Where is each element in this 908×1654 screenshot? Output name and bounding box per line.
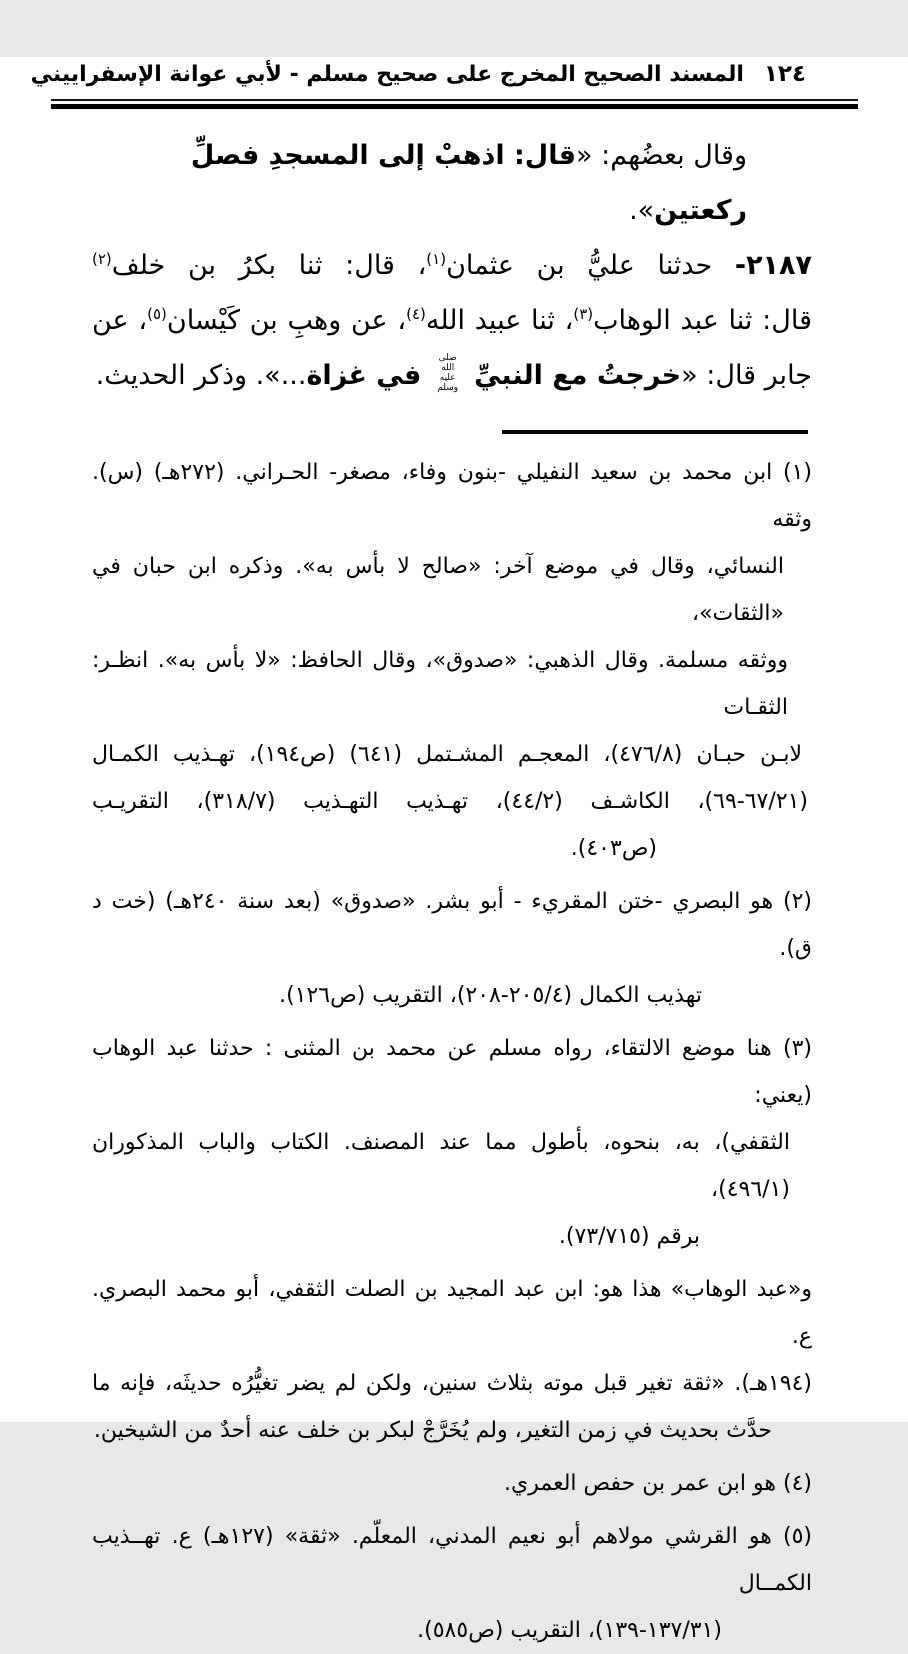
matn-post: ...». وذكر الحديث. (95, 360, 307, 391)
hadith-body (92, 128, 812, 403)
footnote-ref-5: (٥) (147, 305, 167, 323)
footnote-4 (92, 1460, 812, 1507)
page-header (30, 57, 856, 92)
footnote-line: حدَّث بحديث في زمن التغير، ولم يُخَرَّجْ لبكر بن خلف عنه أحدٌ من الشيخين. (93, 1418, 772, 1443)
isnad-text: ، عن (92, 305, 148, 336)
footnote-line: (٣) هنا موضع الالتقاء، رواه مسلم عن محمد بن المثنى : حدثنا عبد الوهاب (يعني: (92, 1036, 812, 1108)
footnote-1 (92, 449, 812, 872)
intro-post: ». (629, 195, 655, 226)
salawat-line-2: عليه وسلم (437, 373, 459, 393)
intro-quote-bold: قال: اذهبْ إلى المسجدِ فصلِّ ركعتين (190, 140, 747, 226)
hadith-line-1 (92, 238, 812, 293)
footnote-line: لابـن حبـان (٤٧٦/٨)، المعجـم المشـتمل (٦٤١) (ص١٩٤)، تهـذيب الكمـال (92, 742, 802, 767)
footnote-3 (92, 1025, 812, 1260)
footnote-line: (ص٤٠٣). (570, 836, 657, 861)
footnote-3-continuation (92, 1266, 812, 1454)
hadith-line-2 (92, 293, 812, 348)
footnote-line: (١٩٤هـ). «ثقة تغير قبل موته بثلاث سنين، ولكن لم يضر تغيُّرُه حديثَه، فإنه ما (92, 1371, 812, 1396)
footnote-line: برقم (٧٣/٧١٥). (558, 1224, 700, 1249)
book-title: المسند الصحيح المخرج على صحيح مسلم - لأبي عوانة الإسفراييني (30, 62, 744, 87)
footnote-separator-rule (502, 430, 808, 434)
footnote-ref-4: (٤) (406, 305, 426, 323)
footnote-ref-3: (٣) (573, 305, 594, 323)
matn-pre: جابر قال: « (681, 360, 812, 391)
footnote-line: (٢) هو البصري -ختن المقريء - أبو بشر. «صدوق» (بعد سنة ٢٤٠هـ) (خت د ق). (92, 889, 812, 961)
salawat-line-1: صلى الله (438, 353, 457, 373)
footnote-line: ووثقه مسلمة. وقال الذهبي: «صدوق»، وقال الحافظ: «لا بأس به». انظـر: الثقـات (92, 648, 788, 720)
footnote-ref-1: (١) (426, 250, 447, 268)
isnad-text: قال: ثنا عبد الوهاب (593, 305, 812, 336)
header-rule-thick (51, 104, 858, 109)
hadith-line-3 (92, 348, 812, 403)
footnotes-section (92, 430, 812, 1654)
isnad-text: حدثنا عليُّ بن عثمان (446, 250, 735, 281)
isnad-text: ، قال: ثنا بكرُ بن خلف (111, 250, 427, 281)
matn-bold: في غزاة (306, 360, 431, 391)
header-rule-thin (51, 99, 858, 101)
footnote-line: تهذيب الكمال (٢٠٥/٤-٢٠٨)، التقريب (ص١٢٦). (279, 983, 702, 1008)
footnote-ref-2: (٢) (92, 250, 112, 268)
footnote-line: الثقفي)، به، بنحوه، بأطول مما عند المصنف. الكتاب والباب المذكوران (٤٩٦/١)، (92, 1130, 790, 1202)
footnote-5 (92, 1513, 812, 1654)
footnote-line: و«عبد الوهاب» هذا هو: ابن عبد المجيد بن الصلت الثقفي، أبو محمد البصري. ع. (92, 1277, 812, 1349)
footnote-line: (١٣٧/٣١-١٣٩)، التقريب (ص٥٨٥). (417, 1618, 722, 1643)
footnote-line: (٦٧/٢١-٦٩)، الكاشـف (٤٤/٢)، تهـذيب التهـذيب (٣١٨/٧)، التقريـب (92, 789, 809, 814)
footnote-line: (٥) هو القرشي مولاهم أبو نعيم المدني، المعلّم. «ثقة» (١٢٧هـ) ع. تهــذيب الكمــال (92, 1524, 813, 1596)
matn-bold: خرجتُ مع النبيِّ (464, 360, 682, 391)
book-page (0, 57, 908, 1643)
page-number: ١٢٤ (763, 61, 806, 87)
footnote-line: النسائي، وقال في موضع آخر: «صالح لا بأس به». وذكره ابن حبان في «الثقات»، (92, 554, 784, 626)
salawat-symbol (431, 353, 465, 393)
isnad-text: ، ثنا عبيد الله (425, 305, 574, 336)
hadith-number: ٢١٨٧- (734, 250, 812, 281)
isnad-text: ، عن وهبِ بن كَيْسان (166, 305, 407, 336)
hadith-intro-line (92, 128, 812, 238)
footnote-2 (92, 878, 812, 1019)
intro-pre: وقال بعضُهم: « (576, 140, 747, 171)
footnote-line: (٤) هو ابن عمر بن حفص العمري. (504, 1471, 812, 1496)
footnote-line: (١) ابن محمد بن سعيد النفيلي -بنون وفاء، مصغر- الحـراني. (٢٧٢هـ) (س). وثقه (92, 460, 812, 532)
